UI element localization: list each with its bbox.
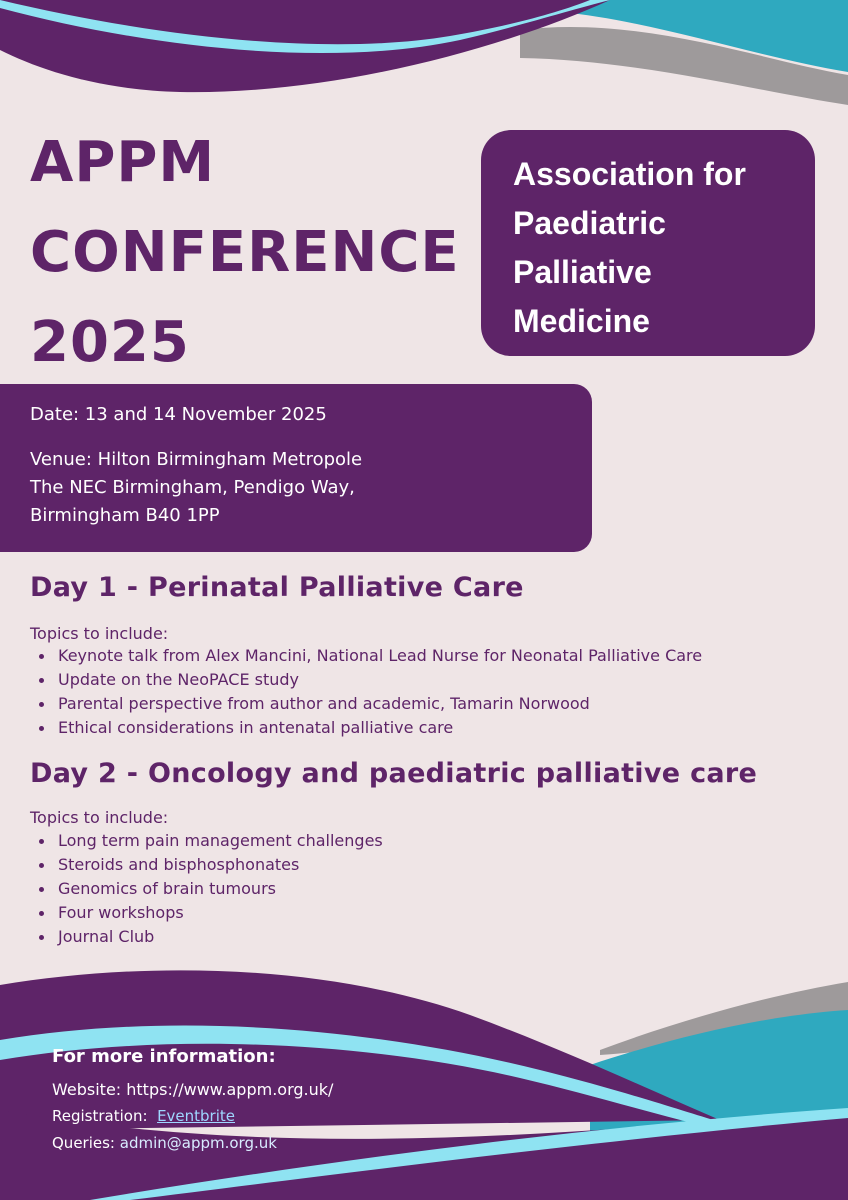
venue-line-3: Birmingham B40 1PP	[30, 505, 220, 526]
title-line-2: CONFERENCE	[30, 220, 460, 285]
queries-email-link[interactable]: admin@appm.org.uk	[119, 1134, 277, 1152]
day2-topic-list	[30, 829, 383, 949]
eventbrite-link[interactable]: Eventbrite	[157, 1107, 235, 1125]
event-date: Date: 13 and 14 November 2025	[30, 404, 327, 425]
title-line-3: 2025	[30, 310, 190, 375]
queries-label: Queries:	[52, 1134, 115, 1152]
website-line[interactable]: Website: https://www.appm.org.uk/	[52, 1080, 334, 1099]
list-item: Genomics of brain tumours	[30, 877, 383, 901]
event-details-box	[0, 384, 592, 552]
title-line-1: APPM	[30, 130, 216, 195]
org-line-1: Association for	[513, 156, 746, 192]
list-item: Steroids and bisphosphonates	[30, 853, 383, 877]
day2-topics-label: Topics to include:	[30, 808, 169, 827]
registration-label: Registration:	[52, 1107, 148, 1125]
venue-line-2: The NEC Birmingham, Pendigo Way,	[30, 477, 355, 498]
day2-heading: Day 2 - Oncology and paediatric palliative care	[30, 758, 758, 789]
list-item: Ethical considerations in antenatal palliative care	[30, 716, 702, 740]
event-venue	[30, 446, 592, 530]
footer-heading: For more information:	[52, 1046, 276, 1067]
org-line-2: Paediatric	[513, 205, 666, 241]
day1-heading: Day 1 - Perinatal Palliative Care	[30, 572, 524, 603]
org-line-4: Medicine	[513, 303, 650, 339]
list-item: Parental perspective from author and academic, Tamarin Norwood	[30, 692, 702, 716]
list-item: Keynote talk from Alex Mancini, National Lead Nurse for Neonatal Palliative Care	[30, 644, 702, 668]
list-item: Update on the NeoPACE study	[30, 668, 702, 692]
contact-info	[52, 1044, 333, 1157]
registration-line	[52, 1103, 333, 1130]
venue-line-1: Venue: Hilton Birmingham Metropole	[30, 449, 363, 470]
list-item: Four workshops	[30, 901, 383, 925]
list-item: Journal Club	[30, 925, 383, 949]
org-line-3: Palliative	[513, 254, 652, 290]
day1-topic-list	[30, 644, 702, 740]
day1-topics-label: Topics to include:	[30, 624, 169, 643]
conference-title	[30, 118, 460, 388]
top-wave-decoration	[0, 0, 848, 110]
organisation-name-box	[481, 130, 815, 356]
queries-line	[52, 1130, 333, 1157]
list-item: Long term pain management challenges	[30, 829, 383, 853]
